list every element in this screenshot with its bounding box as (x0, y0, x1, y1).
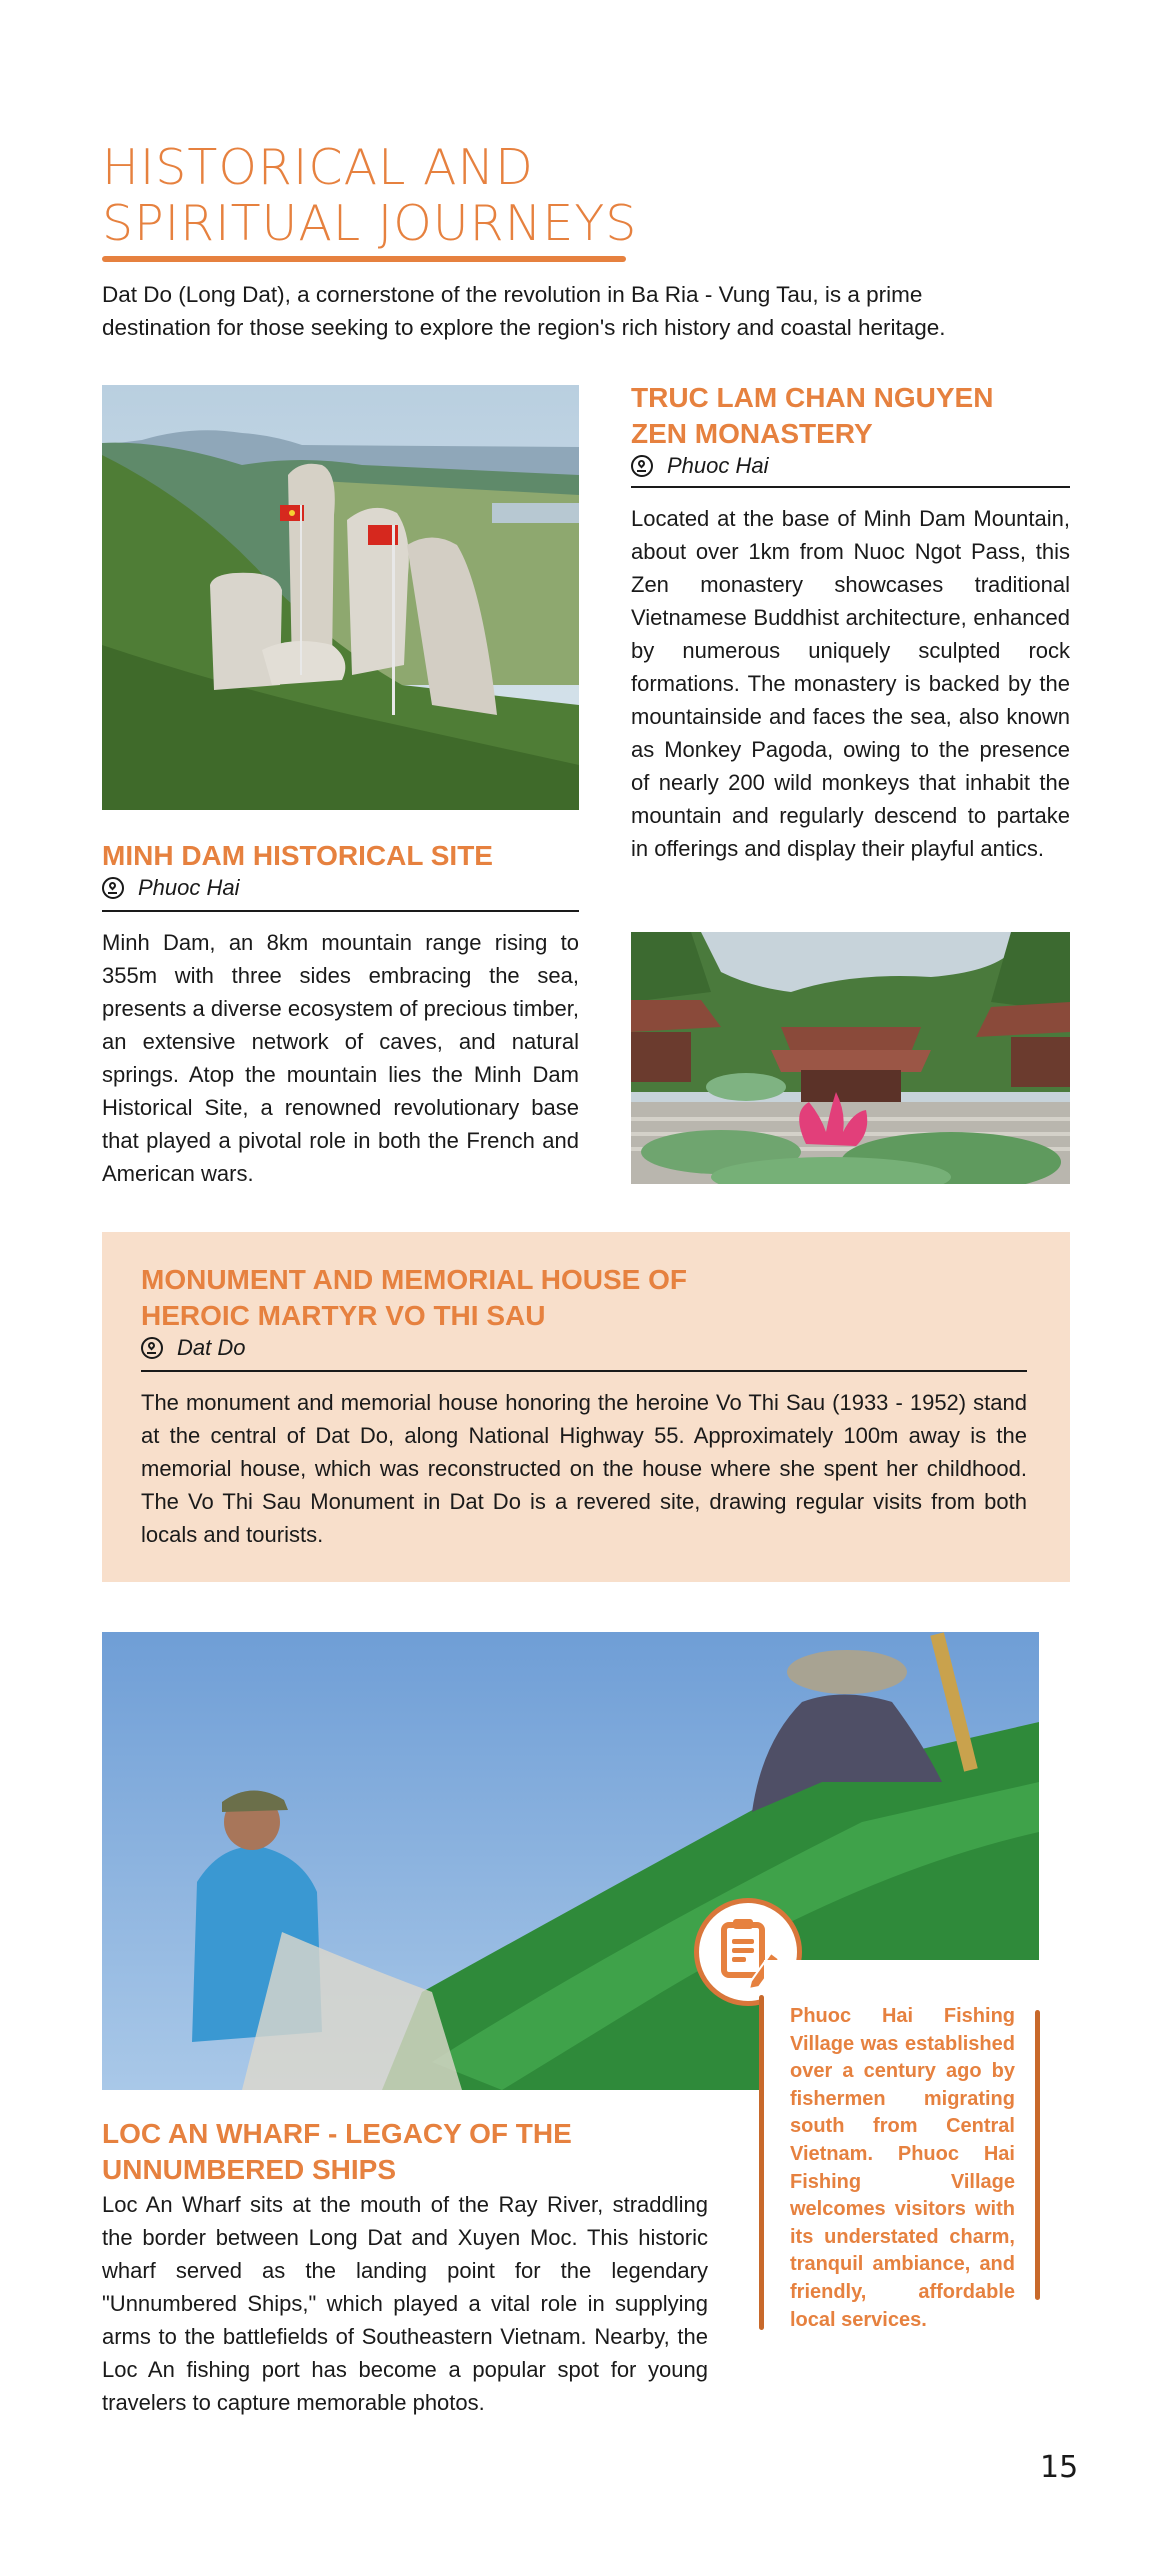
minh-dam-section (102, 838, 579, 1190)
truc-lam-rule (631, 486, 1070, 488)
truc-lam-section (631, 380, 1070, 865)
vo-thi-sau-section (141, 1262, 1027, 1551)
loc-an-heading (102, 2116, 708, 2188)
minh-dam-location (102, 874, 579, 902)
title-underline (102, 256, 626, 262)
vo-thi-sau-location-text: Dat Do (177, 1335, 246, 1360)
loc-an-section (102, 2116, 708, 2419)
minh-dam-body: Minh Dam, an 8km mountain range rising to 355m with three sides embracing the sea, presents a diverse ecosystem of precious timber, an extensive network of caves, and natural springs. Atop the mountain lies the Minh Dam Historical Site, a renowned revolutionary base that played a pivotal role in both the French and American wars. (102, 930, 579, 1186)
page-title-line2: SPIRITUAL JOURNEYS (102, 195, 638, 252)
vo-thi-sau-rule (141, 1370, 1027, 1372)
truc-lam-location (631, 452, 1070, 480)
location-pin-icon (102, 877, 124, 899)
vo-thi-sau-heading (141, 1262, 1027, 1334)
truc-lam-body: Located at the base of Minh Dam Mountain, about over 1km from Nuoc Ngot Pass, this Zen monastery showcases traditional Vietnamese Buddhist architecture, enhanced by numerous uniquely sculpted rock formations. The monastery is backed by the mountainside and faces the sea, also known as Monkey Pagoda, owing to the presence of nearly 200 wild monkeys that inhabit the mountain and regularly descend to partake in offerings and display their playful antics. (631, 506, 1070, 861)
loc-an-body: Loc An Wharf sits at the mouth of the Ray River, straddling the border between Long Dat and Xuyen Moc. This historic wharf served as the landing point for the legendary "Unnumbered Ships," which played a vital role in supplying arms to the battlefields of Southeastern Vietnam. Nearby, the Loc An fishing port has become a popular spot for young travelers to capture memorable photos. (102, 2192, 708, 2415)
truc-lam-heading-line2: ZEN MONASTERY (631, 418, 873, 449)
vo-thi-sau-heading-line1: MONUMENT AND MEMORIAL HOUSE OF (141, 1264, 687, 1295)
minh-dam-heading: MINH DAM HISTORICAL SITE (102, 840, 493, 871)
location-pin-icon (631, 455, 653, 477)
page-number: 15 (1040, 2450, 1079, 2485)
callout-bar-left (759, 1995, 764, 2330)
loc-an-heading-line2: UNNUMBERED SHIPS (102, 2154, 397, 2185)
truc-lam-heading (631, 380, 1070, 452)
truc-lam-photo-illustration (631, 932, 1070, 1184)
truc-lam-heading-line1: TRUC LAM CHAN NGUYEN (631, 382, 994, 413)
truc-lam-photo (631, 932, 1070, 1184)
page-title (102, 140, 742, 252)
minh-dam-photo (102, 385, 579, 810)
minh-dam-location-text: Phuoc Hai (138, 875, 240, 900)
vo-thi-sau-heading-line2: HEROIC MARTYR VO THI SAU (141, 1300, 546, 1331)
page-title-line1: HISTORICAL AND (102, 139, 534, 196)
truc-lam-location-text: Phuoc Hai (667, 453, 769, 478)
loc-an-heading-line1: LOC AN WHARF - LEGACY OF THE (102, 2118, 572, 2149)
location-pin-icon (141, 1337, 163, 1359)
callout-text: Phuoc Hai Fishing Village was established over a century ago by fishermen migrating south from Central Vietnam. Phuoc Hai Fishing Village welcomes visitors with its understated charm, tranquil ambiance, and friendly, affordable local services. (790, 2005, 1015, 2331)
callout-bar-right (1035, 2010, 1040, 2300)
vo-thi-sau-body: The monument and memorial house honoring the heroine Vo Thi Sau (1933 - 1952) stand at the central of Dat Do, along National Highway 55. Approximately 100m away is the memorial house, which was reconstructed on the house where she spent her childhood. The Vo Thi Sau Monument in Dat Do is a revered site, drawing regular visits from both locals and tourists. (141, 1390, 1027, 1547)
vo-thi-sau-location (141, 1334, 1027, 1362)
minh-dam-rule (102, 910, 579, 912)
intro-paragraph: Dat Do (Long Dat), a cornerstone of the revolution in Ba Ria - Vung Tau, is a prime destination for those seeking to explore the region's rich history and coastal heritage. (102, 282, 946, 340)
minh-dam-photo-illustration (102, 385, 579, 810)
